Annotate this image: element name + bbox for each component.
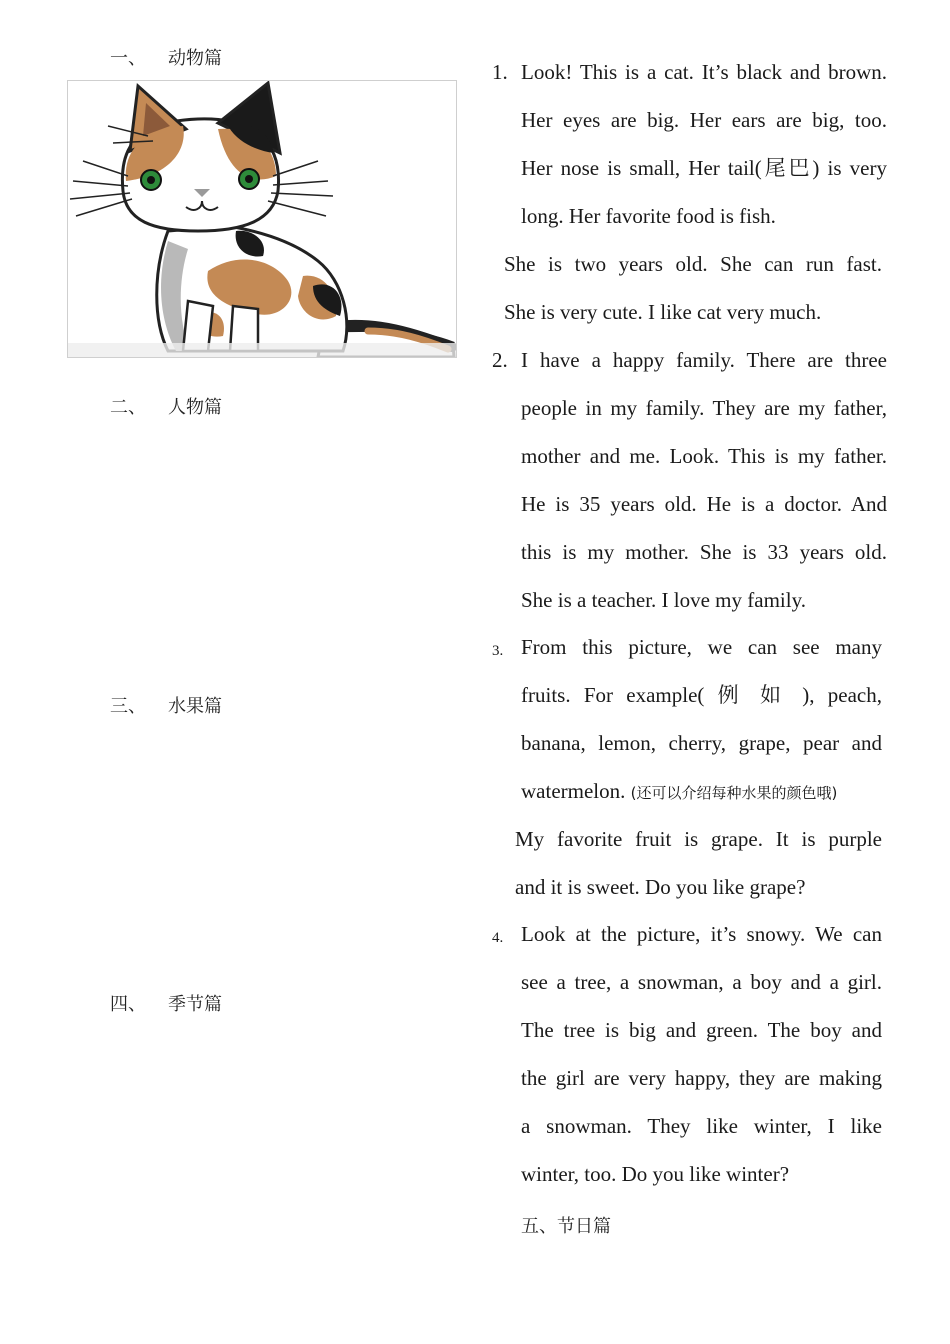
section-heading-people [110, 393, 222, 419]
passage-line: the girl are very happy, they are making [521, 1066, 882, 1090]
passage-line: She is very cute. I like cat very much. [504, 300, 822, 324]
section-heading-festivals: 五、节日篇 [521, 1216, 611, 1237]
passage-line: this is my mother. She is 33 years old. [521, 540, 887, 564]
section-heading-seasons [110, 990, 222, 1016]
passage-line: Look at the picture, it’s snowy. We can [521, 922, 882, 946]
section-number: 三、 [110, 696, 146, 717]
passage-line: Her eyes are big. Her ears are big, too. [521, 108, 887, 132]
passage-line: My favorite fruit is grape. It is purple [515, 827, 882, 851]
passage-line: see a tree, a snowman, a boy and a girl. [521, 970, 882, 994]
section-number: 一、 [110, 48, 146, 69]
passage-cat-continued [504, 240, 882, 336]
passage-line: I have a happy family. There are three [521, 348, 887, 372]
passage-number: 2. [492, 348, 508, 372]
passage-line: She is a teacher. I love my family. [521, 588, 806, 612]
passage-text: watermelon. [521, 779, 626, 803]
section-heading-animals [110, 44, 222, 70]
cat-illustration [67, 80, 457, 358]
passage-line: banana, lemon, cherry, grape, pear and [521, 731, 882, 755]
passage-fruits-continued [515, 815, 882, 911]
passage-fruits [521, 623, 882, 815]
passage-line: She is two years old. She can run fast. [504, 252, 882, 276]
passage-line: and it is sweet. Do you like grape? [515, 875, 806, 899]
passage-winter [521, 910, 882, 1198]
passage-line: Her nose is small, Her tail(尾巴) is very [521, 156, 887, 180]
passage-cat [521, 48, 887, 240]
section-title: 季节篇 [168, 994, 222, 1015]
passage-number: 4. [492, 930, 504, 946]
passage-line [521, 767, 882, 815]
passage-line: mother and me. Look. This is my father. [521, 444, 887, 468]
passage-line: a snowman. They like winter, I like [521, 1114, 882, 1138]
passage-line: Look! This is a cat. It’s black and brown. [521, 60, 887, 84]
chinese-note: (还可以介绍每种水果的颜色哦) [630, 784, 838, 802]
passage-line: From this picture, we can see many [521, 635, 882, 659]
section-heading-fruits [110, 692, 222, 718]
section-number: 二、 [110, 397, 146, 418]
section-title: 人物篇 [168, 397, 222, 418]
passage-line: long. Her favorite food is fish. [521, 204, 776, 228]
section-number: 四、 [110, 994, 146, 1015]
section-title: 水果篇 [168, 696, 222, 717]
passage-number: 1. [492, 60, 508, 84]
passage-line: people in my family. They are my father, [521, 396, 887, 420]
section-title: 动物篇 [168, 48, 222, 69]
passage-line: winter, too. Do you like winter? [521, 1162, 790, 1186]
passage-number: 3. [492, 643, 504, 659]
passage-line: fruits. For example( 例 如 ), peach, [521, 683, 882, 707]
passage-line: The tree is big and green. The boy and [521, 1018, 882, 1042]
passage-line: He is 35 years old. He is a doctor. And [521, 492, 887, 516]
passage-family [521, 336, 887, 624]
